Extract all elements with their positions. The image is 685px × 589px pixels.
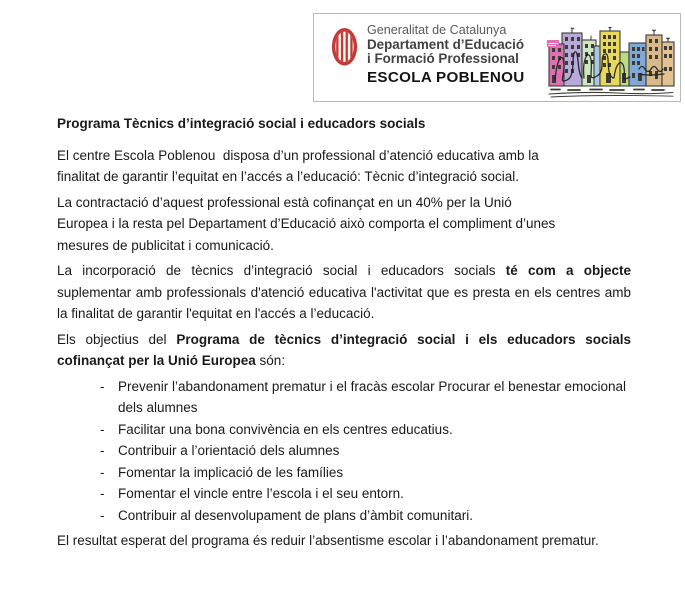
- text-run: El resultat esperat del programa és reduir l’absentisme escolar i l’abandonament prematur.: [57, 533, 599, 548]
- bullet-marker: -: [100, 443, 105, 458]
- letterhead-text: [367, 24, 545, 86]
- text-run: La incorporació de tècnics d’integració social i educadors socials: [57, 263, 506, 278]
- list-item: [57, 505, 631, 527]
- poblenou-buildings-illustration-icon: [547, 27, 675, 99]
- text-run: La contractació d’aquest professional està cofinançat en un 40% per la Unió: [57, 194, 512, 210]
- bullet-marker: -: [100, 464, 105, 480]
- list-item: [57, 419, 631, 441]
- paragraph: [57, 329, 631, 372]
- list-item: [57, 440, 631, 462]
- list-item: [57, 483, 631, 505]
- org-department-line2: i Formació Professional: [367, 50, 519, 66]
- letterhead-logo-box: [313, 13, 681, 102]
- text-run: mesures de publicitat i comunicació.: [57, 237, 274, 253]
- paragraph-line: [57, 213, 631, 235]
- text-run: El centre Escola Poblenou disposa d’un professional d’atenció educativa amb la: [57, 147, 539, 163]
- text-run: són:: [255, 353, 286, 368]
- bullet-text: Facilitar una bona convivència en els centres educatius.: [118, 421, 453, 437]
- paragraph: [57, 260, 631, 325]
- org-name: Generalitat de Catalunya: [367, 23, 507, 37]
- bullet-list: [57, 376, 631, 527]
- document-title: Programa Tècnics d’integració social i educadors socials: [57, 116, 426, 131]
- school-name: ESCOLA POBLENOU: [367, 68, 525, 86]
- text-run: Europea i la resta pel Departament d’Educació això comporta el compliment d’unes: [57, 216, 556, 231]
- document-blocks: [57, 145, 631, 552]
- document-body: [57, 113, 631, 556]
- bullet-marker: -: [100, 486, 105, 501]
- generalitat-senyera-icon: [331, 27, 358, 67]
- bullet-marker: -: [100, 507, 105, 523]
- text-run: Els objectius del: [57, 331, 177, 347]
- bullet-text: Contribuir a l’orientació dels alumnes: [118, 443, 340, 458]
- paragraph-line: [57, 235, 631, 257]
- paragraph: [57, 530, 631, 552]
- paragraph: [57, 145, 631, 188]
- list-item: [57, 462, 631, 484]
- paragraph-line: [57, 145, 631, 167]
- bullet-text: Contribuir al desenvolupament de plans d’àmbit comunitari.: [118, 507, 473, 523]
- bullet-marker: -: [100, 378, 105, 394]
- paragraph-line: [57, 166, 631, 188]
- bullet-marker: -: [100, 421, 105, 437]
- paragraph-line: [57, 192, 631, 214]
- text-run: finalitat de garantir l’equitat en l’accés a l’educació: Tècnic d’integració social.: [57, 169, 520, 184]
- paragraph: [57, 192, 631, 257]
- bold-text-run: Programa de tècnics d’integració social i els educadors socials cofinançat per la Unió Europea: [57, 331, 631, 368]
- text-run: suplementar amb professionals d'atenció educativa l'activitat que es presta en els centres amb la finalitat de garantir l'equitat en l'accés a l’educació.: [57, 284, 631, 321]
- bullet-text: Fomentar el vincle entre l’escola i el seu entorn.: [118, 486, 404, 501]
- bullet-text: Fomentar la implicació de les famílies: [118, 464, 344, 480]
- list-item: [57, 376, 631, 419]
- org-department-line1: Departament d’Educació: [367, 36, 525, 52]
- bold-text-run: té com a objecte: [505, 263, 631, 278]
- bullet-text: Prevenir l’abandonament prematur i el fracàs escolar Procurar el benestar emocional dels alumnes: [118, 378, 627, 415]
